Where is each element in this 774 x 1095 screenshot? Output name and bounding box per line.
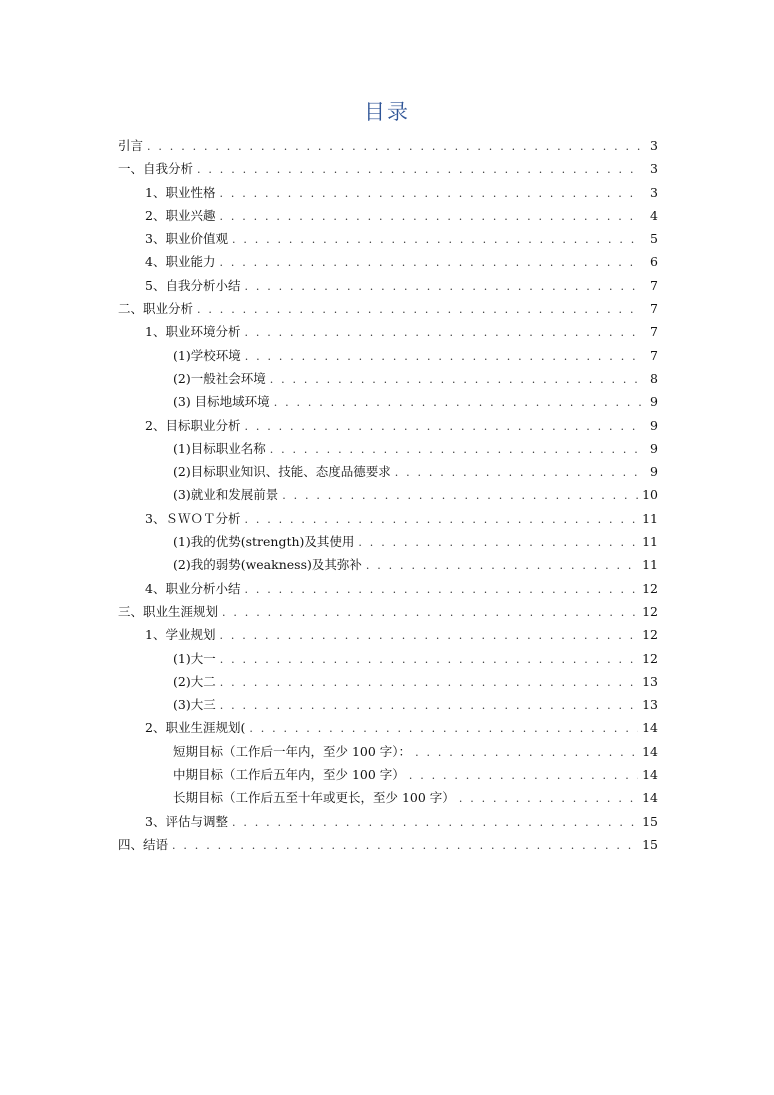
toc-page-number: 14 <box>642 767 658 783</box>
toc-page-number: 3 <box>650 138 658 153</box>
toc-entry-label: 3、职业价值观 <box>145 231 228 247</box>
toc-entry[interactable] <box>118 344 658 367</box>
toc-dot-leader <box>220 671 638 694</box>
toc-entry-label: 1、职业性格 <box>145 184 216 200</box>
toc-entry-label: 引言 <box>118 138 144 153</box>
toc-dot-leader <box>220 648 638 671</box>
toc-entry-label: (2)一般社会环境 <box>173 370 266 386</box>
toc-dot-leader <box>409 764 638 787</box>
toc-entry-label: 1、学业规划 <box>145 627 216 643</box>
toc-entry-label: 1、职业环境分析 <box>145 324 241 340</box>
toc-dot-leader <box>274 391 642 414</box>
toc-page-number: 4 <box>650 207 658 223</box>
toc-dot-leader <box>172 834 638 857</box>
toc-entry-label: 3、ＳＷＯＴ分析 <box>145 510 241 526</box>
toc-entry[interactable] <box>118 647 658 670</box>
toc-entry[interactable] <box>118 157 658 180</box>
toc-entry-label: (2)大二 <box>173 673 216 689</box>
toc-entry[interactable] <box>118 833 658 856</box>
toc-entry[interactable] <box>118 437 658 460</box>
toc-page-number: 7 <box>650 277 658 293</box>
toc-page-number: 7 <box>650 301 658 317</box>
toc-entry[interactable] <box>118 204 658 227</box>
toc-entry[interactable] <box>118 507 658 530</box>
toc-entry[interactable] <box>118 297 658 320</box>
toc-page-number: 6 <box>650 254 658 270</box>
toc-entry-label: 4、职业分析小结 <box>145 580 241 596</box>
toc-page-number: 14 <box>642 790 658 806</box>
toc-page-number: 9 <box>650 394 658 410</box>
toc-entry-label: 3、评估与调整 <box>145 813 228 829</box>
toc-dot-leader <box>395 461 642 484</box>
toc-page-number: 12 <box>642 580 658 596</box>
toc-dot-leader <box>358 531 638 554</box>
toc-dot-leader <box>244 578 638 601</box>
toc-entry[interactable] <box>118 600 658 623</box>
toc-entry[interactable] <box>118 716 658 739</box>
toc-page-number: 14 <box>642 720 658 736</box>
toc-dot-leader <box>270 368 642 391</box>
toc-entry[interactable] <box>118 390 658 413</box>
toc-entry[interactable] <box>118 670 658 693</box>
toc-page-number: 11 <box>642 534 658 550</box>
toc-entry-label: 2、职业生涯规划( <box>145 720 246 736</box>
table-of-contents <box>118 134 658 856</box>
toc-entry-label: 短期目标（工作后一年内，至少 100 字）： <box>173 743 412 759</box>
toc-page-number: 11 <box>642 557 658 573</box>
toc-page-number: 3 <box>650 184 658 200</box>
toc-entry-label: 二、职业分析 <box>118 301 194 317</box>
toc-page-number: 9 <box>650 464 658 480</box>
toc-dot-leader <box>244 508 638 531</box>
toc-page-number: 9 <box>650 440 658 456</box>
toc-page-number: 8 <box>650 370 658 386</box>
toc-entry[interactable] <box>118 623 658 646</box>
toc-dot-leader <box>220 694 638 717</box>
toc-page-number: 11 <box>642 510 658 526</box>
toc-page-number: 9 <box>650 417 658 433</box>
toc-entry-label: (1)学校环境 <box>173 347 241 363</box>
toc-entry[interactable] <box>118 553 658 576</box>
toc-entry[interactable] <box>118 786 658 809</box>
toc-page-number: 3 <box>650 161 658 177</box>
toc-entry-label: 5、自我分析小结 <box>145 277 241 293</box>
toc-entry[interactable] <box>118 483 658 506</box>
toc-entry[interactable] <box>118 530 658 553</box>
toc-entry-label: 三、职业生涯规划 <box>118 603 219 619</box>
toc-entry[interactable] <box>118 763 658 786</box>
toc-page-number: 15 <box>642 836 658 852</box>
toc-entry-label: (1)目标职业名称 <box>173 440 266 456</box>
toc-entry[interactable] <box>118 250 658 273</box>
toc-page-number: 13 <box>642 673 658 689</box>
toc-entry[interactable] <box>118 320 658 343</box>
toc-entry[interactable] <box>118 274 658 297</box>
toc-entry-label: (3) 目标地域环境 <box>173 394 270 410</box>
page-title: 目录 <box>364 100 410 124</box>
toc-dot-leader <box>219 205 642 228</box>
toc-entry[interactable] <box>118 227 658 250</box>
toc-dot-leader <box>197 298 642 321</box>
toc-entry[interactable] <box>118 367 658 390</box>
toc-entry[interactable] <box>118 693 658 716</box>
toc-entry-label: 长期目标（工作后五至十年或更长，至少 100 字） <box>173 790 455 806</box>
toc-dot-leader <box>366 554 638 577</box>
toc-entry-label: (2)目标职业知识、技能、态度品德要求 <box>173 464 391 480</box>
toc-dot-leader <box>245 345 642 368</box>
toc-dot-leader <box>244 415 642 438</box>
toc-entry-label: 2、职业兴趣 <box>145 207 216 223</box>
toc-entry-label: 一、自我分析 <box>118 161 194 177</box>
toc-dot-leader <box>249 717 638 740</box>
toc-page-number: 15 <box>642 813 658 829</box>
toc-dot-leader <box>219 251 642 274</box>
toc-dot-leader <box>415 741 638 764</box>
toc-dot-leader <box>147 135 642 158</box>
toc-entry-label: 四、结语 <box>118 836 169 852</box>
toc-entry[interactable] <box>118 577 658 600</box>
toc-page-number: 7 <box>650 347 658 363</box>
toc-dot-leader <box>219 182 642 205</box>
toc-dot-leader <box>219 624 638 647</box>
toc-dot-leader <box>232 811 638 834</box>
toc-dot-leader <box>232 228 642 251</box>
toc-entry-label: 4、职业能力 <box>145 254 216 270</box>
toc-entry-label: (1)大一 <box>173 650 216 666</box>
toc-dot-leader <box>222 601 638 624</box>
toc-dot-leader <box>244 321 642 344</box>
toc-entry-label: (2)我的弱势(weakness)及其弥补 <box>173 557 362 573</box>
toc-page-number: 14 <box>642 743 658 759</box>
toc-entry[interactable] <box>118 181 658 204</box>
toc-page-number: 12 <box>642 603 658 619</box>
toc-dot-leader <box>270 438 642 461</box>
toc-entry[interactable] <box>118 460 658 483</box>
toc-entry[interactable] <box>118 740 658 763</box>
toc-entry-label: 2、目标职业分析 <box>145 417 241 433</box>
toc-page-number: 12 <box>642 650 658 666</box>
toc-dot-leader <box>282 484 638 507</box>
toc-entry-label: 中期目标（工作后五年内，至少 100 字） <box>173 767 405 783</box>
toc-page-number: 7 <box>650 324 658 340</box>
toc-entry[interactable] <box>118 810 658 833</box>
toc-page-number: 12 <box>642 627 658 643</box>
toc-page-number: 10 <box>642 487 658 503</box>
toc-page-number: 13 <box>642 697 658 713</box>
toc-entry-label: (3)大三 <box>173 697 216 713</box>
toc-entry[interactable] <box>118 134 658 157</box>
toc-dot-leader <box>459 787 638 810</box>
toc-entry[interactable] <box>118 414 658 437</box>
toc-dot-leader <box>197 158 642 181</box>
toc-dot-leader <box>244 275 642 298</box>
toc-entry-label: (3)就业和发展前景 <box>173 487 279 503</box>
toc-page-number: 5 <box>650 231 658 247</box>
toc-entry-label: (1)我的优势(strength)及其使用 <box>173 534 355 550</box>
